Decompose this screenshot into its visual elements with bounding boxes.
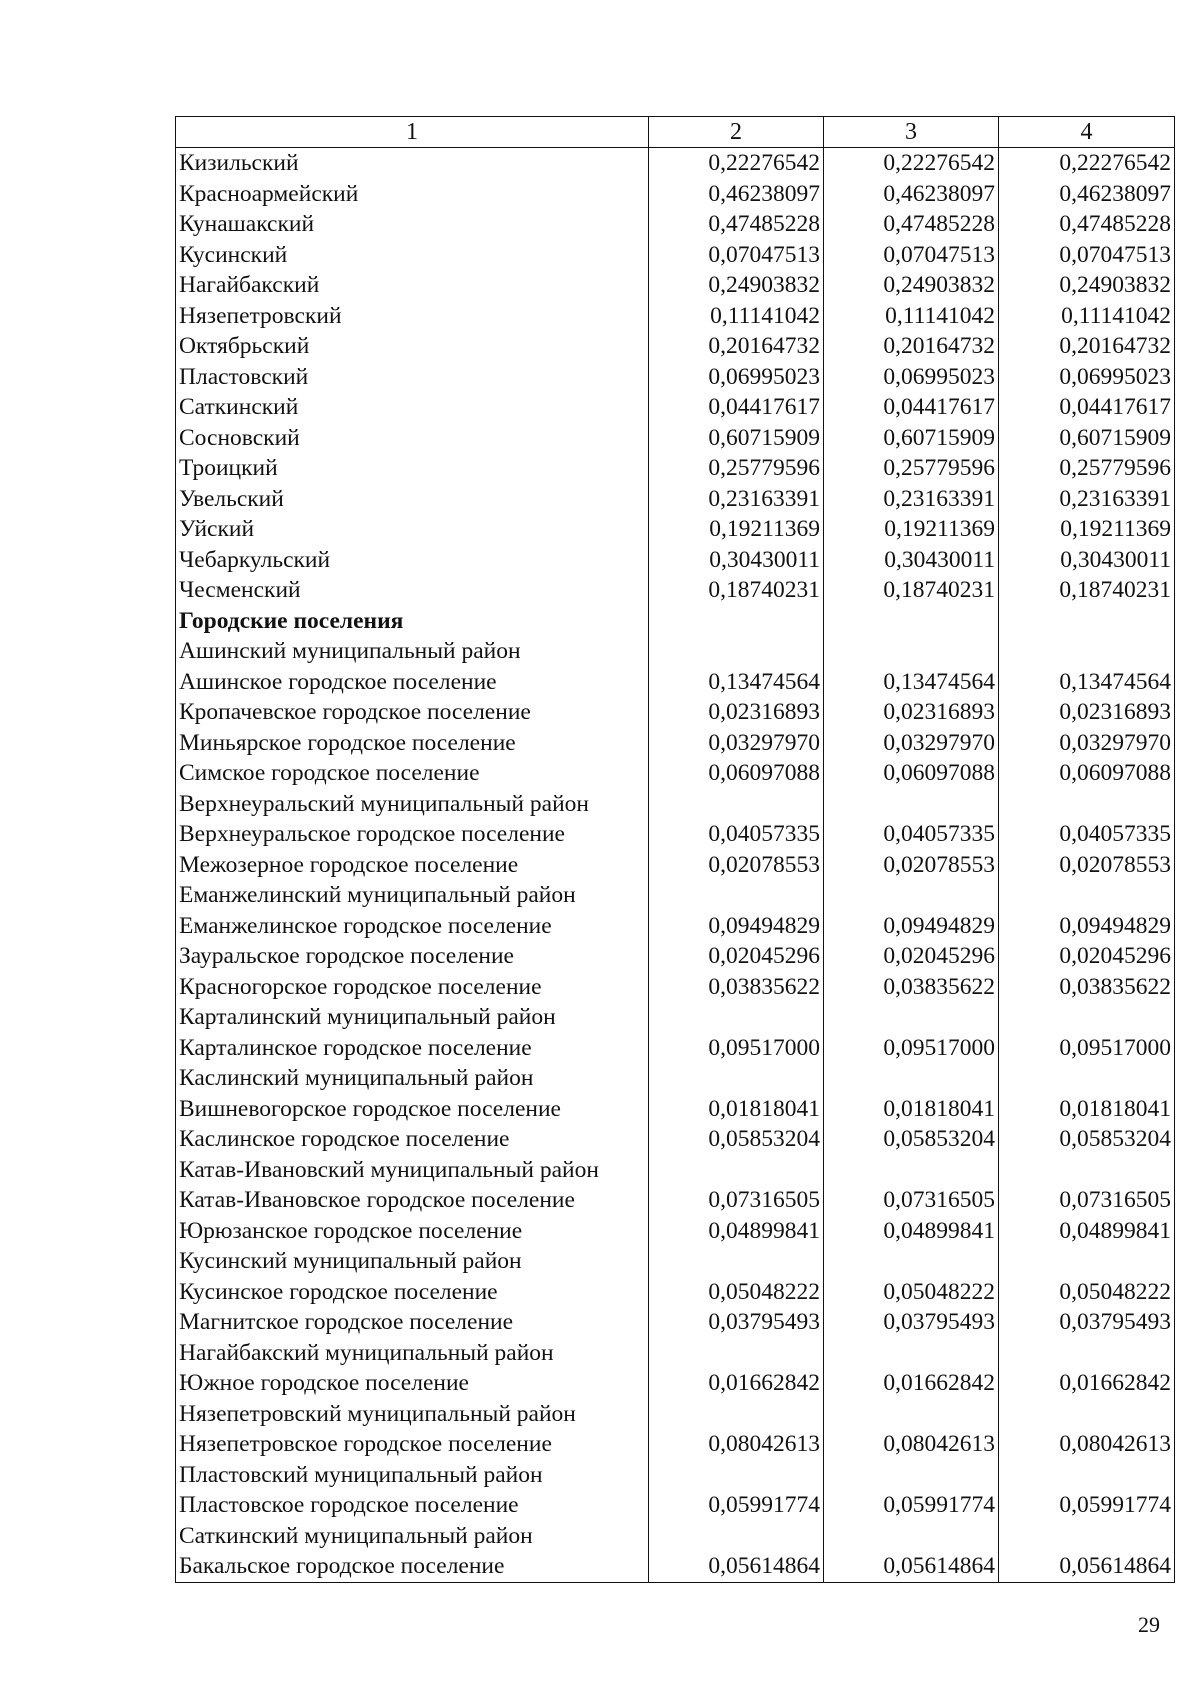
value-cell-col4: 0,07316505: [999, 1185, 1175, 1216]
value-cell-col4: [999, 1155, 1175, 1186]
value-cell-col4: 0,07047513: [999, 240, 1175, 271]
value-cell-col3: [824, 1521, 999, 1552]
value-cell-col4: 0,30430011: [999, 545, 1175, 576]
row-name-cell: Нагайбакский муниципальный район: [176, 1338, 649, 1369]
value-cell-col4: 0,01662842: [999, 1368, 1175, 1399]
table-row: [176, 545, 1175, 576]
value-cell-col2: 0,13474564: [649, 667, 824, 698]
value-cell-col3: 0,09517000: [824, 1033, 999, 1064]
value-cell-col4: 0,02045296: [999, 941, 1175, 972]
value-cell-col2: 0,03795493: [649, 1307, 824, 1338]
value-cell-col4: [999, 1246, 1175, 1277]
value-cell-col3: 0,18740231: [824, 575, 999, 606]
row-name-cell: Уйский: [176, 514, 649, 545]
table-row: [176, 484, 1175, 515]
value-cell-col4: 0,02316893: [999, 697, 1175, 728]
value-cell-col2: 0,02078553: [649, 850, 824, 881]
value-cell-col4: 0,09494829: [999, 911, 1175, 942]
value-cell-col4: [999, 1063, 1175, 1094]
value-cell-col2: [649, 1399, 824, 1430]
value-cell-col2: 0,09517000: [649, 1033, 824, 1064]
table-row: [176, 697, 1175, 728]
row-name-cell: Межозерное городское поселение: [176, 850, 649, 881]
row-name-cell: Нязепетровский: [176, 301, 649, 332]
row-name-cell: Катав-Ивановское городское поселение: [176, 1185, 649, 1216]
value-cell-col2: [649, 636, 824, 667]
value-cell-col3: 0,01662842: [824, 1368, 999, 1399]
value-cell-col4: 0,03795493: [999, 1307, 1175, 1338]
row-name-cell: Катав-Ивановский муниципальный район: [176, 1155, 649, 1186]
value-cell-col2: 0,47485228: [649, 209, 824, 240]
value-cell-col4: [999, 636, 1175, 667]
value-cell-col2: 0,04057335: [649, 819, 824, 850]
value-cell-col4: 0,09517000: [999, 1033, 1175, 1064]
value-cell-col3: 0,02045296: [824, 941, 999, 972]
table-row: [176, 362, 1175, 393]
value-cell-col2: [649, 1460, 824, 1491]
value-cell-col3: 0,07047513: [824, 240, 999, 271]
value-cell-col3: 0,22276542: [824, 148, 999, 179]
value-cell-col3: 0,47485228: [824, 209, 999, 240]
row-name-cell: Еманжелинское городское поселение: [176, 911, 649, 942]
table-row: [176, 1094, 1175, 1125]
value-cell-col2: [649, 606, 824, 637]
table-row: [176, 514, 1175, 545]
row-name-cell: Октябрьский: [176, 331, 649, 362]
value-cell-col2: 0,07047513: [649, 240, 824, 271]
value-cell-col2: 0,04899841: [649, 1216, 824, 1247]
value-cell-col2: 0,02045296: [649, 941, 824, 972]
table-row: [176, 941, 1175, 972]
value-cell-col2: 0,25779596: [649, 453, 824, 484]
value-cell-col4: 0,23163391: [999, 484, 1175, 515]
table-row: [176, 1490, 1175, 1521]
value-cell-col2: 0,06097088: [649, 758, 824, 789]
value-cell-col2: 0,23163391: [649, 484, 824, 515]
table-row: [176, 819, 1175, 850]
value-cell-col2: 0,05853204: [649, 1124, 824, 1155]
value-cell-col4: 0,06995023: [999, 362, 1175, 393]
page-number: 29: [1138, 1612, 1160, 1637]
value-cell-col4: 0,06097088: [999, 758, 1175, 789]
row-name-cell: Кусинский: [176, 240, 649, 271]
table-row: [176, 1521, 1175, 1552]
row-name-cell: Еманжелинский муниципальный район: [176, 880, 649, 911]
value-cell-col2: [649, 880, 824, 911]
value-cell-col2: 0,07316505: [649, 1185, 824, 1216]
value-cell-col4: 0,05991774: [999, 1490, 1175, 1521]
row-name-cell: Саткинский муниципальный район: [176, 1521, 649, 1552]
row-name-cell: Увельский: [176, 484, 649, 515]
value-cell-col2: 0,46238097: [649, 179, 824, 210]
value-cell-col4: 0,13474564: [999, 667, 1175, 698]
value-cell-col4: 0,25779596: [999, 453, 1175, 484]
value-cell-col3: 0,60715909: [824, 423, 999, 454]
table-row: [176, 880, 1175, 911]
value-cell-col2: 0,08042613: [649, 1429, 824, 1460]
table-row: [176, 331, 1175, 362]
table-row: [176, 1551, 1175, 1582]
table-row: [176, 972, 1175, 1003]
table-row: [176, 911, 1175, 942]
table-row: [176, 728, 1175, 759]
value-cell-col2: 0,24903832: [649, 270, 824, 301]
row-name-cell: Миньярское городское поселение: [176, 728, 649, 759]
table-row: [176, 240, 1175, 271]
value-cell-col3: [824, 1246, 999, 1277]
table-header-row: [176, 117, 1175, 148]
value-cell-col4: 0,05048222: [999, 1277, 1175, 1308]
value-cell-col3: 0,19211369: [824, 514, 999, 545]
row-name-cell: Пластовский муниципальный район: [176, 1460, 649, 1491]
value-cell-col3: 0,03835622: [824, 972, 999, 1003]
table-row: [176, 179, 1175, 210]
table-row: [176, 1277, 1175, 1308]
value-cell-col4: [999, 1460, 1175, 1491]
value-cell-col4: 0,11141042: [999, 301, 1175, 332]
value-cell-col4: 0,60715909: [999, 423, 1175, 454]
value-cell-col2: 0,03297970: [649, 728, 824, 759]
value-cell-col3: [824, 1399, 999, 1430]
table-row: [176, 1155, 1175, 1186]
table-row: [176, 758, 1175, 789]
table-row: [176, 453, 1175, 484]
row-name-cell: Вишневогорское городское поселение: [176, 1094, 649, 1125]
row-name-cell: Кусинский муниципальный район: [176, 1246, 649, 1277]
value-cell-col2: 0,30430011: [649, 545, 824, 576]
table-row: [176, 1124, 1175, 1155]
value-cell-col3: 0,23163391: [824, 484, 999, 515]
row-name-cell: Бакальское городское поселение: [176, 1551, 649, 1582]
row-name-cell: Нязепетровский муниципальный район: [176, 1399, 649, 1430]
value-cell-col2: 0,05048222: [649, 1277, 824, 1308]
row-name-cell: Симское городское поселение: [176, 758, 649, 789]
value-cell-col2: 0,60715909: [649, 423, 824, 454]
value-cell-col3: 0,05614864: [824, 1551, 999, 1582]
value-cell-col4: 0,18740231: [999, 575, 1175, 606]
row-name-cell: Кизильский: [176, 148, 649, 179]
row-name-cell: Верхнеуральский муниципальный район: [176, 789, 649, 820]
row-name-cell: Красноармейский: [176, 179, 649, 210]
row-name-cell: Южное городское поселение: [176, 1368, 649, 1399]
value-cell-col2: [649, 1338, 824, 1369]
column-header-4: 4: [999, 117, 1175, 148]
value-cell-col3: 0,24903832: [824, 270, 999, 301]
table-row: [176, 1368, 1175, 1399]
value-cell-col2: [649, 1246, 824, 1277]
value-cell-col3: [824, 1063, 999, 1094]
row-name-cell: Карталинское городское поселение: [176, 1033, 649, 1064]
value-cell-col3: 0,04417617: [824, 392, 999, 423]
value-cell-col4: [999, 1521, 1175, 1552]
table-row: [176, 1399, 1175, 1430]
value-cell-col2: 0,18740231: [649, 575, 824, 606]
value-cell-col4: 0,02078553: [999, 850, 1175, 881]
table-row: [176, 209, 1175, 240]
value-cell-col4: 0,24903832: [999, 270, 1175, 301]
table-row: [176, 575, 1175, 606]
value-cell-col3: 0,04057335: [824, 819, 999, 850]
row-name-cell: Сосновский: [176, 423, 649, 454]
value-cell-col2: [649, 1155, 824, 1186]
table-body: [176, 148, 1175, 1583]
column-header-2: 2: [649, 117, 824, 148]
value-cell-col3: 0,05991774: [824, 1490, 999, 1521]
value-cell-col4: 0,04899841: [999, 1216, 1175, 1247]
row-name-cell: Саткинский: [176, 392, 649, 423]
table-row: [176, 850, 1175, 881]
table-row: [176, 301, 1175, 332]
value-cell-col3: 0,04899841: [824, 1216, 999, 1247]
value-cell-col2: 0,19211369: [649, 514, 824, 545]
table-row: [176, 1063, 1175, 1094]
value-cell-col2: [649, 789, 824, 820]
value-cell-col3: [824, 1155, 999, 1186]
row-name-cell: Карталинский муниципальный район: [176, 1002, 649, 1033]
value-cell-col4: 0,04417617: [999, 392, 1175, 423]
table-row: [176, 606, 1175, 637]
value-cell-col3: 0,02078553: [824, 850, 999, 881]
value-cell-col3: 0,11141042: [824, 301, 999, 332]
value-cell-col4: 0,05614864: [999, 1551, 1175, 1582]
value-cell-col3: 0,25779596: [824, 453, 999, 484]
value-cell-col4: 0,03835622: [999, 972, 1175, 1003]
value-cell-col4: 0,08042613: [999, 1429, 1175, 1460]
value-cell-col2: 0,05614864: [649, 1551, 824, 1582]
value-cell-col2: 0,20164732: [649, 331, 824, 362]
value-cell-col3: 0,06097088: [824, 758, 999, 789]
row-name-cell: Зауральское городское поселение: [176, 941, 649, 972]
value-cell-col3: 0,03795493: [824, 1307, 999, 1338]
value-cell-col3: 0,03297970: [824, 728, 999, 759]
value-cell-col4: [999, 789, 1175, 820]
row-name-cell: Ашинский муниципальный район: [176, 636, 649, 667]
row-name-cell: Кропачевское городское поселение: [176, 697, 649, 728]
value-cell-col3: [824, 636, 999, 667]
value-cell-col3: 0,06995023: [824, 362, 999, 393]
value-cell-col4: [999, 1002, 1175, 1033]
value-cell-col3: 0,09494829: [824, 911, 999, 942]
table-row: [176, 1460, 1175, 1491]
table-row: [176, 1002, 1175, 1033]
row-name-cell: Магнитское городское поселение: [176, 1307, 649, 1338]
table-row: [176, 423, 1175, 454]
table-row: [176, 270, 1175, 301]
value-cell-col3: 0,46238097: [824, 179, 999, 210]
table-row: [176, 1185, 1175, 1216]
table-row: [176, 789, 1175, 820]
value-cell-col4: 0,04057335: [999, 819, 1175, 850]
row-name-cell: Пластовское городское поселение: [176, 1490, 649, 1521]
value-cell-col3: [824, 789, 999, 820]
value-cell-col4: 0,01818041: [999, 1094, 1175, 1125]
value-cell-col4: 0,03297970: [999, 728, 1175, 759]
table-row: [176, 1216, 1175, 1247]
row-name-cell: Нязепетровское городское поселение: [176, 1429, 649, 1460]
row-name-cell: Нагайбакский: [176, 270, 649, 301]
value-cell-col2: [649, 1521, 824, 1552]
value-cell-col3: 0,01818041: [824, 1094, 999, 1125]
value-cell-col2: 0,05991774: [649, 1490, 824, 1521]
value-cell-col3: [824, 606, 999, 637]
row-name-cell: Троицкий: [176, 453, 649, 484]
value-cell-col2: 0,11141042: [649, 301, 824, 332]
value-cell-col2: 0,09494829: [649, 911, 824, 942]
row-name-cell: Пластовский: [176, 362, 649, 393]
column-header-1: 1: [176, 117, 649, 148]
value-cell-col3: 0,30430011: [824, 545, 999, 576]
value-cell-col2: 0,22276542: [649, 148, 824, 179]
row-name-cell: Верхнеуральское городское поселение: [176, 819, 649, 850]
value-cell-col4: 0,46238097: [999, 179, 1175, 210]
row-name-cell: Кунашакский: [176, 209, 649, 240]
value-cell-col3: 0,02316893: [824, 697, 999, 728]
value-cell-col3: 0,05048222: [824, 1277, 999, 1308]
value-cell-col3: 0,20164732: [824, 331, 999, 362]
table-row: [176, 1246, 1175, 1277]
value-cell-col4: 0,19211369: [999, 514, 1175, 545]
value-cell-col4: 0,47485228: [999, 209, 1175, 240]
row-name-cell: Кусинское городское поселение: [176, 1277, 649, 1308]
row-name-cell: Каслинское городское поселение: [176, 1124, 649, 1155]
value-cell-col2: 0,01662842: [649, 1368, 824, 1399]
value-cell-col4: [999, 1399, 1175, 1430]
row-name-cell: Каслинский муниципальный район: [176, 1063, 649, 1094]
value-cell-col3: [824, 1338, 999, 1369]
coefficients-table: [175, 116, 1175, 1583]
table-row: [176, 148, 1175, 179]
value-cell-col3: [824, 1460, 999, 1491]
value-cell-col4: [999, 1338, 1175, 1369]
table-row: [176, 1429, 1175, 1460]
value-cell-col4: [999, 880, 1175, 911]
value-cell-col2: 0,04417617: [649, 392, 824, 423]
table-row: [176, 392, 1175, 423]
value-cell-col2: [649, 1002, 824, 1033]
value-cell-col3: 0,13474564: [824, 667, 999, 698]
value-cell-col3: 0,05853204: [824, 1124, 999, 1155]
row-name-cell: Чесменский: [176, 575, 649, 606]
row-name-cell: Городские поселения: [176, 606, 649, 637]
value-cell-col2: 0,01818041: [649, 1094, 824, 1125]
value-cell-col4: [999, 606, 1175, 637]
value-cell-col3: 0,07316505: [824, 1185, 999, 1216]
table-row: [176, 667, 1175, 698]
row-name-cell: Чебаркульский: [176, 545, 649, 576]
value-cell-col4: 0,20164732: [999, 331, 1175, 362]
row-name-cell: Ашинское городское поселение: [176, 667, 649, 698]
value-cell-col4: 0,22276542: [999, 148, 1175, 179]
table-row: [176, 1033, 1175, 1064]
table-row: [176, 1338, 1175, 1369]
value-cell-col2: 0,06995023: [649, 362, 824, 393]
value-cell-col2: 0,02316893: [649, 697, 824, 728]
value-cell-col4: 0,05853204: [999, 1124, 1175, 1155]
value-cell-col2: 0,03835622: [649, 972, 824, 1003]
value-cell-col3: [824, 1002, 999, 1033]
value-cell-col3: 0,08042613: [824, 1429, 999, 1460]
row-name-cell: Юрюзанское городское поселение: [176, 1216, 649, 1247]
table-row: [176, 636, 1175, 667]
table-row: [176, 1307, 1175, 1338]
value-cell-col3: [824, 880, 999, 911]
column-header-3: 3: [824, 117, 999, 148]
row-name-cell: Красногорское городское поселение: [176, 972, 649, 1003]
value-cell-col2: [649, 1063, 824, 1094]
